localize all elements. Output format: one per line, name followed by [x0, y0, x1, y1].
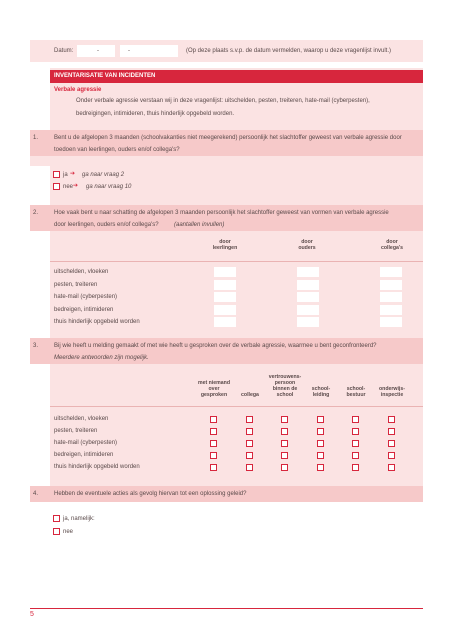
col-text: leiding — [312, 392, 330, 398]
datum-sep1: - — [97, 48, 99, 54]
q3-col-vertrouwenspersoon — [265, 374, 305, 398]
q2-row-label: bedreigen, intimideren — [54, 307, 114, 313]
q3-checkbox[interactable] — [246, 416, 253, 423]
q3-checkbox[interactable] — [281, 452, 288, 459]
q3-checkbox[interactable] — [352, 416, 359, 423]
q2-count-field[interactable] — [380, 280, 402, 290]
q4-nee-label: nee — [63, 529, 74, 535]
col-text: vertrouwens- — [268, 374, 302, 380]
arrow-icon: ➔ — [70, 171, 76, 177]
q3-col-schoolbestuur — [336, 386, 376, 398]
q3-checkbox[interactable] — [352, 464, 359, 471]
q2-count-field[interactable] — [297, 317, 319, 327]
q3-checkbox[interactable] — [317, 464, 324, 471]
col-text: school — [276, 392, 294, 398]
col-text: ouders — [298, 245, 316, 251]
q3-checkbox[interactable] — [317, 428, 324, 435]
datum-label: Datum: — [54, 48, 74, 54]
q4-num: 4. — [33, 491, 39, 497]
q2-count-field[interactable] — [214, 317, 236, 327]
q3-checkbox[interactable] — [352, 428, 359, 435]
col-text: collega — [241, 392, 259, 398]
q3-checkbox[interactable] — [388, 464, 395, 471]
q3-checkbox[interactable] — [281, 440, 288, 447]
q3-checkbox[interactable] — [281, 428, 288, 435]
q2-col-collegas — [372, 239, 412, 251]
q3-checkbox[interactable] — [388, 416, 395, 423]
q3-row-label: uitschelden, vloeken — [54, 416, 109, 422]
q3-checkbox[interactable] — [388, 452, 395, 459]
q2-row-label: hate-mail (cyberpesten) — [54, 294, 118, 300]
q2-num: 2. — [33, 210, 39, 216]
q2-line1: Hoe vaak bent u naar schatting de afgelopen 3 maanden persoonlijk het slachtoffer geweest van vormen van verbale agressie — [54, 210, 389, 216]
datum-day-field[interactable] — [77, 45, 115, 57]
col-text: door — [219, 239, 231, 245]
col-text: inspectie — [380, 392, 404, 398]
q3-col-inspectie — [372, 386, 412, 398]
intro-line1: Onder verbale agressie verstaan wij in deze vragenlijst: uitschelden, pesten, treiteren, hate-mail (cyberpesten), — [76, 98, 370, 104]
q2-row-label: thuis hinderlijk opgebeld worden — [54, 319, 140, 325]
q1-num: 1. — [33, 135, 39, 141]
q3-line1: Bij wie heeft u melding gemaakt of met wie heeft u gesproken over de verbale agressie, waarmee u bent geconfronteerd? — [54, 343, 377, 349]
q4-ja-checkbox[interactable] — [53, 515, 60, 522]
q2-count-field[interactable] — [297, 280, 319, 290]
subtitle: Verbale agressie — [54, 87, 102, 93]
q3-checkbox[interactable] — [210, 416, 217, 423]
col-text: gesproken — [200, 392, 228, 398]
col-text: door — [301, 239, 313, 245]
q2-col-ouders — [287, 239, 327, 251]
q3-checkbox[interactable] — [352, 452, 359, 459]
q2-count-field[interactable] — [380, 292, 402, 302]
q3-checkbox[interactable] — [352, 440, 359, 447]
q3-checkbox[interactable] — [317, 416, 324, 423]
q2-count-field[interactable] — [214, 280, 236, 290]
q3-col-collega — [230, 392, 270, 398]
q2-note: (aantallen invullen) — [174, 222, 225, 228]
q2-count-field[interactable] — [297, 305, 319, 315]
q1-ja-checkbox[interactable] — [53, 171, 60, 178]
datum-note: (Op deze plaats s.v.p. de datum vermelden, waarop u deze vragenlijst invult.) — [186, 48, 391, 54]
page-title: INVENTARISATIE VAN INCIDENTEN — [54, 73, 156, 79]
q1-line2: toedoen van leerlingen, ouders en/of collega's? — [54, 147, 180, 153]
q3-header-line — [50, 406, 423, 407]
q2-count-field[interactable] — [380, 305, 402, 315]
col-text: over — [208, 386, 220, 392]
q3-checkbox[interactable] — [246, 452, 253, 459]
q2-header-line — [50, 261, 423, 262]
q1-ja-goto: ga naar vraag 2 — [82, 172, 125, 178]
col-text: leerlingen — [212, 245, 238, 251]
q3-row-label: bedreigen, intimideren — [54, 452, 114, 458]
q3-col-niemand — [194, 380, 234, 398]
footer-line — [30, 608, 423, 609]
q1-line1: Bent u de afgelopen 3 maanden (schoolvakanties niet meegerekend) persoonlijk het slachtoffer geweest van verbale agressie door — [54, 135, 402, 141]
q3-line2: Meerdere antwoorden zijn mogelijk. — [54, 355, 149, 361]
q4-nee-checkbox[interactable] — [53, 528, 60, 535]
q3-checkbox[interactable] — [281, 464, 288, 471]
q3-checkbox[interactable] — [246, 428, 253, 435]
intro-line2: bedreigingen, intimideren, thuis hinderlijk opgebeld worden. — [76, 111, 235, 117]
datum-sep2: - — [128, 48, 130, 54]
q1-nee-label: nee — [63, 184, 74, 190]
q1-nee-goto: ga naar vraag 10 — [86, 184, 132, 190]
q3-checkbox[interactable] — [210, 452, 217, 459]
q2-count-field[interactable] — [297, 267, 319, 277]
q4-ja-label: ja, namelijk: — [63, 516, 95, 522]
q2-row-label: pesten, treiteren — [54, 282, 98, 288]
q2-count-field[interactable] — [297, 292, 319, 302]
col-text: door — [386, 239, 398, 245]
q4-namelijk-field[interactable] — [98, 512, 409, 524]
q1-nee-checkbox[interactable] — [53, 183, 60, 190]
col-text: school- — [346, 386, 366, 392]
q4-line1: Hebben de eventuele acties als gevolg hiervan tot een oplossing geleid? — [54, 491, 247, 497]
q3-checkbox[interactable] — [388, 428, 395, 435]
q2-row-label: uitschelden, vloeken — [54, 269, 109, 275]
col-text: binnen de — [272, 386, 298, 392]
q3-checkbox[interactable] — [281, 416, 288, 423]
q3-checkbox[interactable] — [388, 440, 395, 447]
q3-checkbox[interactable] — [246, 440, 253, 447]
q3-row-label: thuis hinderlijk opgebeld worden — [54, 464, 140, 470]
page-number: 5 — [30, 611, 34, 618]
q2-col-leerlingen — [205, 239, 245, 251]
q2-count-field[interactable] — [380, 317, 402, 327]
q3-checkbox[interactable] — [210, 440, 217, 447]
col-text: school- — [311, 386, 331, 392]
q3-col-schoolleiding — [301, 386, 341, 398]
col-text: met niemand — [198, 380, 230, 386]
q3-num: 3. — [33, 343, 39, 349]
q3-row-label: pesten, treiteren — [54, 428, 98, 434]
q3-checkbox[interactable] — [210, 428, 217, 435]
q3-checkbox[interactable] — [210, 464, 217, 471]
col-text: persoon — [274, 380, 296, 386]
q1-ja-label: ja — [63, 172, 68, 178]
col-text: bestuur — [346, 392, 366, 398]
col-text: collega's — [381, 245, 403, 251]
q2-count-field[interactable] — [214, 267, 236, 277]
q2-count-field[interactable] — [214, 305, 236, 315]
q3-checkbox[interactable] — [317, 452, 324, 459]
q3-checkbox[interactable] — [317, 440, 324, 447]
q3-row-label: hate-mail (cyberpesten) — [54, 440, 118, 446]
col-text: onderwijs- — [379, 386, 405, 392]
q2-count-field[interactable] — [214, 292, 236, 302]
q2-count-field[interactable] — [380, 267, 402, 277]
arrow-icon: ➔ — [73, 183, 79, 189]
q3-checkbox[interactable] — [246, 464, 253, 471]
q2-line2: door leerlingen, ouders en/of collega's? — [54, 222, 159, 228]
datum-year-field[interactable] — [140, 45, 178, 57]
